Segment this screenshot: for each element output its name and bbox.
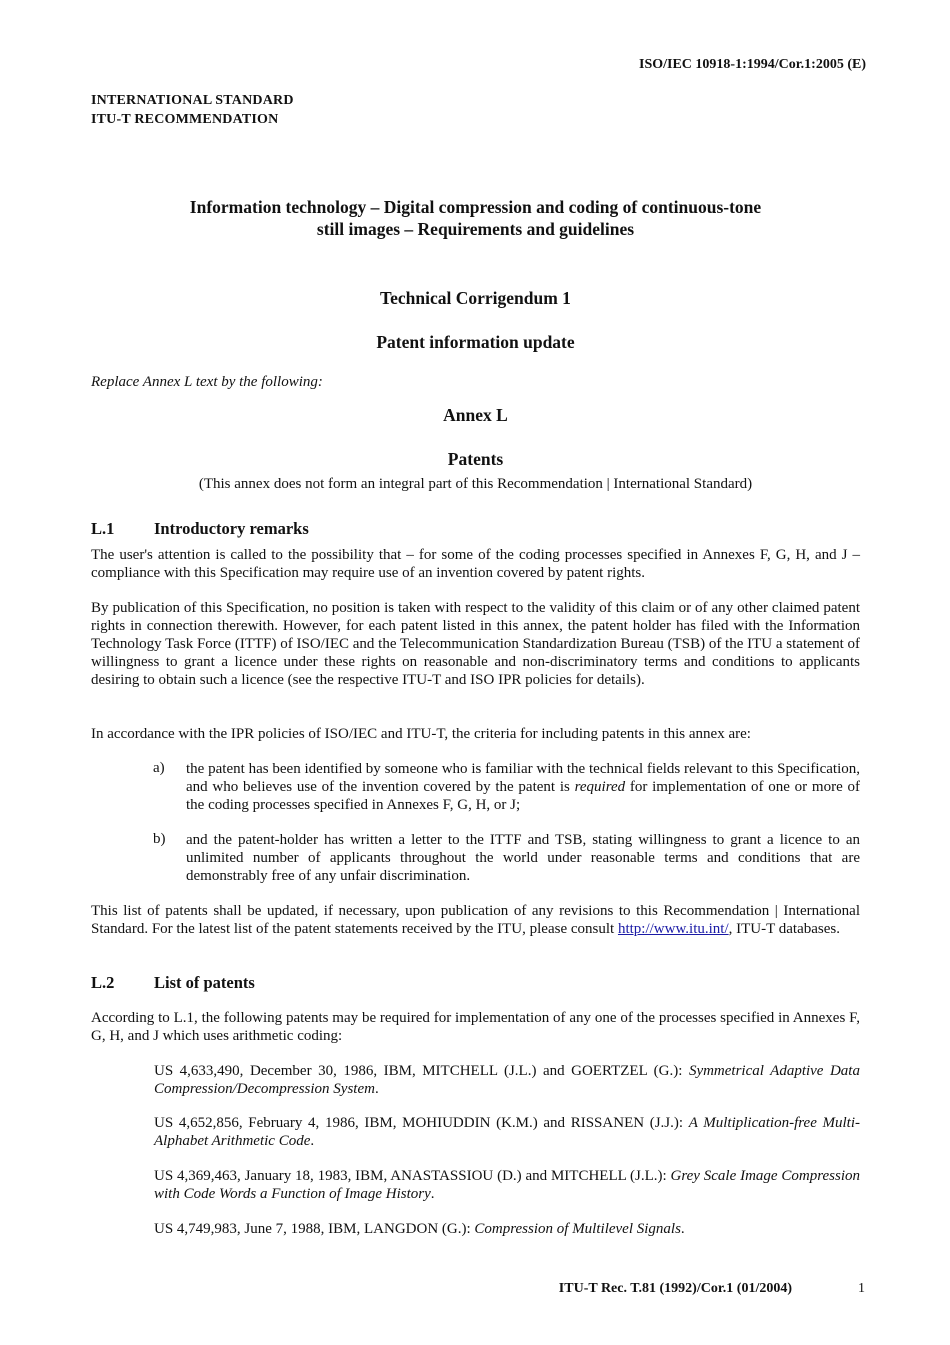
list-item-a-text: the patent has been identified by someone who is familiar with the technical fields relevant to this Specification, and who believes use of the invention covered by the patent is — [186, 761, 860, 795]
patent-reference: US 4,652,856, February 4, 1986, IBM, MOHIUDDIN (K.M.) and RISSANEN (J.J.): — [154, 1115, 689, 1131]
itu-link[interactable]: http://www.itu.int/ — [617, 921, 729, 937]
standard-line-itu: ITU-T RECOMMENDATION — [91, 112, 279, 127]
annex-note: (This annex does not form an integral part of this Recommendation | International Standard) — [198, 476, 753, 492]
patent-entry — [154, 1114, 860, 1150]
section-heading-l1 — [91, 519, 309, 539]
patent-end: . — [310, 1133, 315, 1149]
patent-title: A Multiplication-free Multi-Alphabet Arithmetic Code — [154, 1115, 861, 1149]
annex-label: Annex L — [443, 405, 508, 425]
list-item-a-emphasis: required — [574, 779, 626, 795]
patent-entry — [154, 1167, 860, 1203]
patent-end: . — [374, 1081, 379, 1097]
paragraph-update-text: This list of patents shall be updated, if necessary, upon publication of any revisions to this Recommendation | International Standard. For the latest list of the patent statements received by the ITU, please consult — [91, 903, 860, 937]
document-title — [91, 196, 860, 240]
list-item-a-text-end: for implementation of one or more of the coding processes specified in Annexes F, G, H, or J; — [186, 779, 861, 813]
section-title: List of patents — [154, 973, 255, 992]
title-line-1: Information technology – Digital compression and coding of continuous-tone — [189, 197, 762, 217]
paragraph-update — [91, 902, 860, 938]
patent-title: Symmetrical Adaptive Data Compression/Decompression System — [154, 1063, 860, 1097]
standard-line-international: INTERNATIONAL STANDARD — [91, 93, 294, 108]
patent-reference: US 4,369,463, January 18, 1983, IBM, ANASTASSIOU (D.) and MITCHELL (J.L.): — [154, 1168, 671, 1184]
section-number: L.2 — [91, 973, 115, 992]
replace-instruction: Replace Annex L text by the following: — [91, 374, 323, 390]
patent-reference: US 4,633,490, December 30, 1986, IBM, MITCHELL (J.L.) and GOERTZEL (G.): — [154, 1063, 689, 1079]
patent-title: Compression of Multilevel Signals — [474, 1221, 681, 1237]
list-item-a — [186, 760, 860, 814]
paragraph-attention: The user's attention is called to the possibility that – for some of the coding processes specified in Annexes F, G, H, and J – compliance with this Specification may require use of an invention covered by patent rights. — [91, 547, 860, 581]
list-item-b: and the patent-holder has written a letter to the ITTF and TSB, stating willingness to grant a licence to an unlimited number of applicants throughout the world under reasonable terms and conditions that are demonstrably free of any unfair discrimination. — [186, 832, 860, 884]
document-identifier: ISO/IEC 10918-1:1994/Cor.1:2005 (E) — [639, 57, 866, 72]
paragraph-update-text-end: , ITU-T databases. — [728, 921, 840, 937]
section-title: Introductory remarks — [154, 519, 309, 538]
patent-end: . — [680, 1221, 685, 1237]
corrigendum-heading: Technical Corrigendum 1 — [380, 288, 571, 308]
patent-end: . — [430, 1186, 435, 1202]
paragraph-patents-intro: According to L.1, the following patents may be required for implementation of any one of the processes specified in Annexes F, G, H, and J which uses arithmetic coding: — [91, 1010, 860, 1044]
list-marker-b: b) — [153, 831, 166, 847]
section-number: L.1 — [91, 519, 115, 538]
subtitle-heading: Patent information update — [376, 332, 575, 352]
page-number: 1 — [858, 1281, 865, 1296]
patent-entry — [154, 1062, 860, 1098]
annex-name: Patents — [447, 449, 504, 469]
patent-entry — [154, 1220, 860, 1238]
patent-title: Grey Scale Image Compression with Code Words a Function of Image History — [154, 1168, 860, 1202]
footer-recommendation: ITU-T Rec. T.81 (1992)/Cor.1 (01/2004) — [558, 1281, 792, 1296]
title-line-2: still images – Requirements and guidelines — [316, 219, 635, 239]
paragraph-criteria: In accordance with the IPR policies of ISO/IEC and ITU-T, the criteria for including patents in this annex are: — [91, 726, 751, 742]
list-marker-a: a) — [153, 760, 165, 776]
section-heading-l2 — [91, 973, 255, 993]
patent-reference: US 4,749,983, June 7, 1988, IBM, LANGDON (G.): — [154, 1221, 475, 1237]
paragraph-position: By publication of this Specification, no position is taken with respect to the validity of this claim or of any other claimed patent rights in connection therewith. However, for each patent listed in this annex, the patent holder has filed with the Information Technology Task Force (ITTF) of ISO/IEC and the Telecommunication Standardization Bureau (TSB) of the ITU a statement of willingness to grant a licence under these rights on reasonable and non-discriminatory terms and conditions to applicants desiring to obtain such a licence (see the respective ITU-T and ISO IPR policies for details). — [91, 600, 861, 688]
standard-type-block — [91, 91, 294, 129]
